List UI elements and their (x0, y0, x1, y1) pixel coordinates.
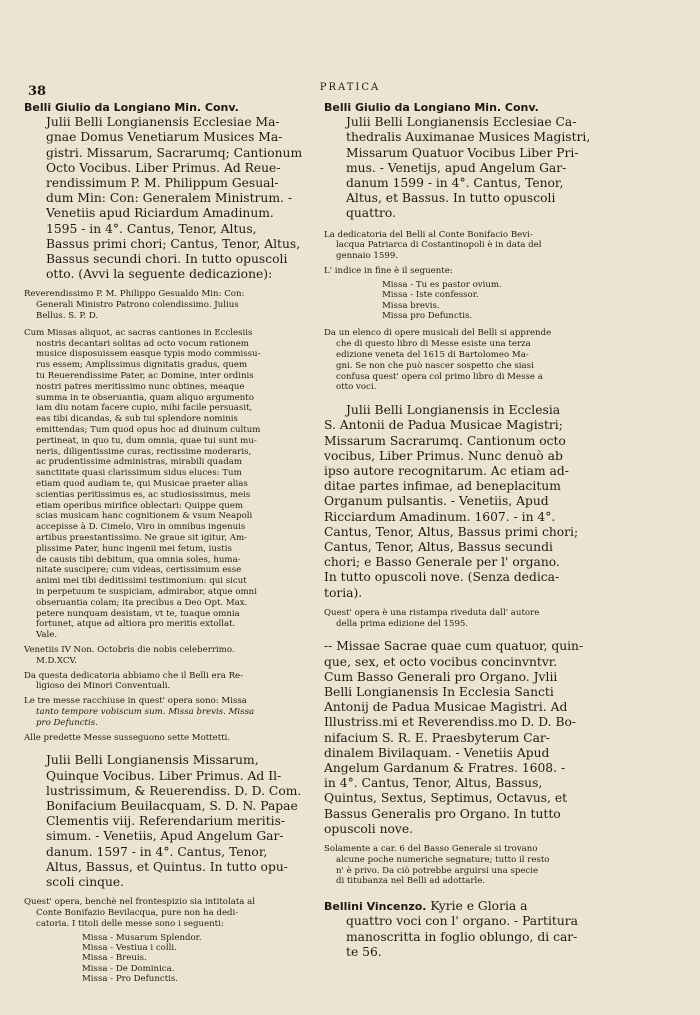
entry-line: ipso autore recognitarum. Ac etiam ad- (324, 464, 569, 479)
entry-heading: Bellini Vincenzo. (324, 900, 427, 914)
entry-line: Bassus primi chori; Cantus, Tenor, Altus, (46, 236, 301, 251)
text-line: rus essem; Amplissimus dignitatis gradus, quem (36, 360, 248, 371)
entry-line: vocibus, Liber Primus. Nunc denuò ab (324, 448, 563, 463)
text-line: de causis tibi debitum, qua omnia soles, huma- (36, 554, 241, 565)
list-item: Missa - Breuis. (82, 953, 147, 964)
entry-line: Bonifacium Beuilacquam, S. D. N. Papae (46, 798, 298, 813)
entry-line: chori; e Basso Generale per l' organo. (324, 555, 560, 570)
entry-line: Octo Vocibus. Liber Primus. Ad Reue- (46, 160, 281, 175)
note-religioso (24, 671, 314, 693)
text-line: confusa quest' opera col primo libro di Messe a (336, 371, 543, 382)
entry-line: Julii Belli Longianensis Ecclesiae Ma- (46, 115, 280, 130)
note-indice: L' indice in fine è il seguente: (324, 266, 453, 277)
entry-line: gnae Domus Venetiarum Musices Ma- (46, 130, 283, 145)
entry-heading: Belli Giulio da Longiano Min. Conv. (324, 101, 539, 114)
text-line: Bellus. S. P. D. (36, 311, 99, 322)
entry-line: Quintus, Sextus, Septimus, Octavus, et (324, 791, 568, 806)
entry-line: quattro. (346, 206, 396, 221)
text-line: etiam quod audiam te, qui Musicae praeter alias (36, 478, 248, 489)
entry-belli-1595 (24, 100, 314, 282)
dedication-date (24, 645, 314, 667)
entry-line: Illustriss.mi et Reverendiss.mo D. D. Bo- (324, 715, 577, 730)
right-column (324, 100, 608, 960)
note-elenco (324, 328, 608, 393)
entry-line: in 4°. Cantus, Tenor, Altus, Bassus, (324, 776, 543, 791)
dedication-heading (24, 289, 314, 321)
entry-line: Cantus, Tenor, Altus, Bassus primi chori; (324, 524, 579, 539)
text-line: scientias peritissimus es, ac studiosissimus, meis (36, 489, 251, 500)
entry-line: manoscritta in foglio oblungo, di car- (346, 929, 578, 944)
list-item: Missa pro Defunctis. (382, 311, 473, 322)
dedication-text (24, 328, 314, 641)
entry-line: dum Min: Con: Generalem Ministrum. - (46, 191, 292, 206)
text-line: Quest' opera, benchè nel frontespizio sia intitolata al (24, 897, 256, 908)
text-line: n' è privo. Da ciò potrebbe arguirsi una specie (336, 865, 539, 876)
text-line: Conte Bonifazio Bevilacqua, pure non ha dedi- (36, 907, 239, 918)
list-item: Missa - Vestiua i colli. (82, 942, 177, 953)
entry-line: Cum Basso Generali pro Organo. Jvlii (324, 669, 558, 684)
text-line: pro Defunctis. (36, 717, 98, 728)
text-line: musice disposuissem easque typis modo commissu- (36, 349, 261, 360)
incipit-list (24, 933, 314, 985)
entry-line: Missarum Sacrarumq. Cantionum octo (324, 433, 566, 448)
note-ristampa (324, 608, 608, 630)
entry-line: Organum pulsantis. - Venetiis, Apud (324, 494, 549, 509)
text-line: fortunet, atque ad altiora pro meritis extollat. (36, 619, 236, 630)
entry-line: Julii Belli Longianensis Missarum, (46, 753, 259, 768)
text-line: nostris decantari solitas ad octo vocum rationem (36, 338, 249, 349)
text-line: della prima edizione del 1595. (336, 618, 469, 629)
entry-line: nifacium S. R. E. Praesbyterum Car- (324, 730, 550, 745)
text-line: Venetiis IV Non. Octobris die nobis celeberrimo. (24, 644, 235, 655)
entry-line: Missarum Quatuor Vocibus Liber Pri- (346, 145, 579, 160)
text-line: animi mei tibi deditissimi testimonium: qui sicut (36, 576, 247, 587)
text-line: alcune poche numeriche segnature; tutto il resto (336, 854, 550, 865)
entry-belli-1597 (24, 753, 314, 890)
entry-belli-1608 (324, 639, 608, 837)
entry-line: mus. - Venetijs, apud Angelum Gar- (346, 160, 567, 175)
incipit-list (324, 280, 608, 322)
list-item: Missa - Pro Defunctis. (82, 974, 179, 985)
entry-line: Quinque Vocibus. Liber Primus. Ad Il- (46, 768, 282, 783)
entry-line: otto. (Avvi la seguente dedicazione): (46, 267, 273, 282)
list-item: Missa - Iste confessor. (382, 290, 479, 301)
entry-belli-1599 (324, 100, 608, 222)
text-line: artibus praestantissimo. Ne graue sit igitur, Am- (36, 532, 247, 543)
entry-line: Bassus secundi chori. In tutto opuscoli (46, 252, 288, 267)
text-line: lacqua Patriarca di Costantinopoli è in data del (336, 240, 542, 251)
entry-line: que, sex, et octo vocibus concinvntvr. (324, 654, 558, 669)
text-line: che di questo libro di Messe esiste una terza (336, 339, 531, 350)
text-line: Generali Ministro Patrono colendissimo. Julius (36, 300, 239, 311)
text-line: summa in te obseruantia, quam aliquo argumento (36, 392, 254, 403)
text-line: La dedicatoria del Belli al Conte Bonifacio Bevi- (324, 229, 533, 240)
text-line: obseruantia colam; ita precibus a Deo Opt. Max. (36, 597, 248, 608)
list-item: Missa - Musarum Splendor. (82, 932, 202, 943)
note-basso-generale (324, 844, 608, 887)
text-line: emittendas; Tum quod opus hoc ad diuinum cultum (36, 425, 261, 435)
left-column (24, 100, 314, 985)
text-line: Reverendissimo P. M. Philippo Gesualdo Min: Con: (24, 289, 245, 300)
note-dedicatoria (324, 230, 608, 262)
text-line: otto voci. (336, 382, 377, 393)
entry-line: danum 1599 - in 4°. Cantus, Tenor, (346, 176, 564, 191)
text-line: nostri patres meritissimo nunc obtines, meaque (36, 381, 245, 392)
text-line: gni. Se non che può nascer sospetto che siasi (336, 360, 534, 371)
entry-line: Julii Belli Longianensis Ecclesiae Ca- (346, 115, 577, 130)
text-line: nitate suscipere; cum videas, certissimum esse (36, 565, 242, 576)
entry-line: toria). (324, 585, 363, 600)
entry-bellini (324, 899, 608, 960)
entry-line: dinalem Bivilaquam. - Venetiis Apud (324, 745, 550, 760)
text-line: sanctitate quasi clarissimum sidus eluces: Tum (36, 468, 242, 479)
text-line: in perpetuum te suspiciam, admirabor, atque omni (36, 586, 257, 597)
entry-line: gistri. Missarum, Sacrarumq; Cantionum (46, 145, 303, 160)
note-frontespizio (24, 897, 314, 929)
entry-line: ditae partes infimae, ad beneplacitum (324, 479, 561, 494)
text-line: scias musicam hanc cognitionem & vsum Neapoli (36, 511, 253, 522)
text-line: Quest' opera è una ristampa riveduta dall' autore (324, 607, 540, 618)
text-line: catoria. I titoli delle messe sono i seguenti: (36, 918, 224, 929)
note-mottetti: Alle predette Messe susseguono sette Mottetti. (24, 732, 231, 743)
text-line: Cum Missas aliquot, ac sacras cantiones in Ecclesiis (24, 327, 253, 338)
entry-line: rendissimum P. M. Philippum Gesual- (46, 176, 279, 191)
note-tre-messe (24, 696, 314, 728)
text-line: petere nunquam desistam, vt te, tuaque omnia (36, 608, 240, 619)
entry-line: Antonij de Padua Musicae Magistri. Ad (324, 700, 568, 715)
entry-line: Venetiis apud Riciardum Amadinum. (46, 206, 274, 221)
entry-line: Belli Longianensis In Ecclesia Sancti (324, 685, 554, 700)
entry-line: lustrissimum, & Reuerendiss. D. D. Com. (46, 783, 302, 798)
text-line: edizione veneta del 1615 di Bartolomeo Ma- (336, 350, 529, 361)
entry-line: Altus, et Bassus. In tutto opuscoli (346, 191, 556, 206)
entry-line: S. Antonii de Padua Musicae Magistri; (324, 418, 563, 433)
entry-line: thedralis Auximanae Musices Magistri, (346, 130, 591, 145)
entry-line: opuscoli nove. (324, 821, 414, 836)
entry-line: danum. 1597 - in 4°. Cantus, Tenor, (46, 844, 268, 859)
entry-line: simum. - Venetiis, Apud Angelum Gar- (46, 829, 284, 844)
text-line: Vale. (36, 630, 58, 641)
running-head: PRATICA (319, 82, 381, 93)
entry-line: te 56. (346, 944, 382, 959)
entry-heading: Belli Giulio da Longiano Min. Conv. (24, 101, 239, 114)
text-line: pertineat, in quo tu, dum omnia, quae tui sunt mu- (36, 435, 257, 446)
entry-line: Bassus Generalis pro Organo. In tutto (324, 806, 561, 821)
entry-line: In tutto opuscoli nove. (Senza dedica- (324, 570, 560, 585)
entry-line: Kyrie e Gloria a (430, 899, 528, 914)
text-line: M.D.XCV. (36, 655, 77, 666)
entry-belli-1607 (324, 403, 608, 601)
entry-line: Angelum Gardanum & Fratres. 1608. - (324, 761, 566, 776)
text-line: Le tre messe racchiuse in quest' opera sono: Missa (24, 696, 247, 707)
text-line: ac prudentissime administras, mirabili quadam (36, 457, 242, 468)
text-line: Da un elenco di opere musicali del Belli si apprende (324, 328, 552, 339)
entry-line: -- Missae Sacrae quae cum quatuor, quin- (324, 639, 584, 654)
entry-line: Altus, Bassus, et Quintus. In tutto opu- (46, 859, 288, 874)
entry-line: quattro voci con l' organo. - Partitura (346, 914, 578, 929)
text-line: plissime Pater, hunc ingenii mei fetum, iustis (36, 543, 232, 554)
page-number: 38 (28, 84, 47, 99)
text-line: accepisse à D. Cimelo, Viro in omnibus ingenuis (36, 522, 246, 533)
entry-line: Julii Belli Longianensis in Ecclesia (346, 403, 561, 418)
entry-line: scoli cinque. (46, 874, 125, 889)
text-line: etiam operibus mirifice oblectari: Quippe quem (36, 500, 244, 511)
entry-line: Ricciardum Amadinum. 1607. - in 4°. (324, 509, 556, 524)
entry-line: Clementis viij. Referendarium meritis- (46, 814, 286, 829)
entry-line: 1595 - in 4°. Cantus, Tenor, Altus, (46, 221, 257, 236)
list-item: Missa - De Dominica. (82, 963, 175, 974)
text-line: iam diu notam facere cupio, mihi facile persuasit, (36, 403, 253, 414)
text-line: neris, diligentissime curas, rectissime moderaris, (36, 446, 252, 457)
text-line: eas tibi dicandas, & sub tui splendore nominis (36, 414, 238, 425)
text-line: tu Reuerendissime Pater, ac Domine, inter ordinis (36, 371, 254, 382)
text-line: tanto tempore vobiscum sum. Missa brevis. Missa (36, 706, 255, 717)
text-line: gennaio 1599. (336, 251, 399, 262)
list-item: Missa - Tu es pastor ovium. (382, 279, 502, 290)
entry-line: Cantus, Tenor, Altus, Bassus secundi (324, 540, 553, 555)
text-line: di titubanza nel Belli ad adottarle. (336, 876, 486, 887)
text-line: Solamente a car. 6 del Basso Generale si trovano (324, 844, 538, 855)
text-line: Da questa dedicatoria abbiamo che il Belli era Re- (24, 670, 244, 681)
text-line: ligioso dei Minori Conventuali. (36, 681, 171, 692)
list-item: Missa brevis. (382, 300, 440, 311)
